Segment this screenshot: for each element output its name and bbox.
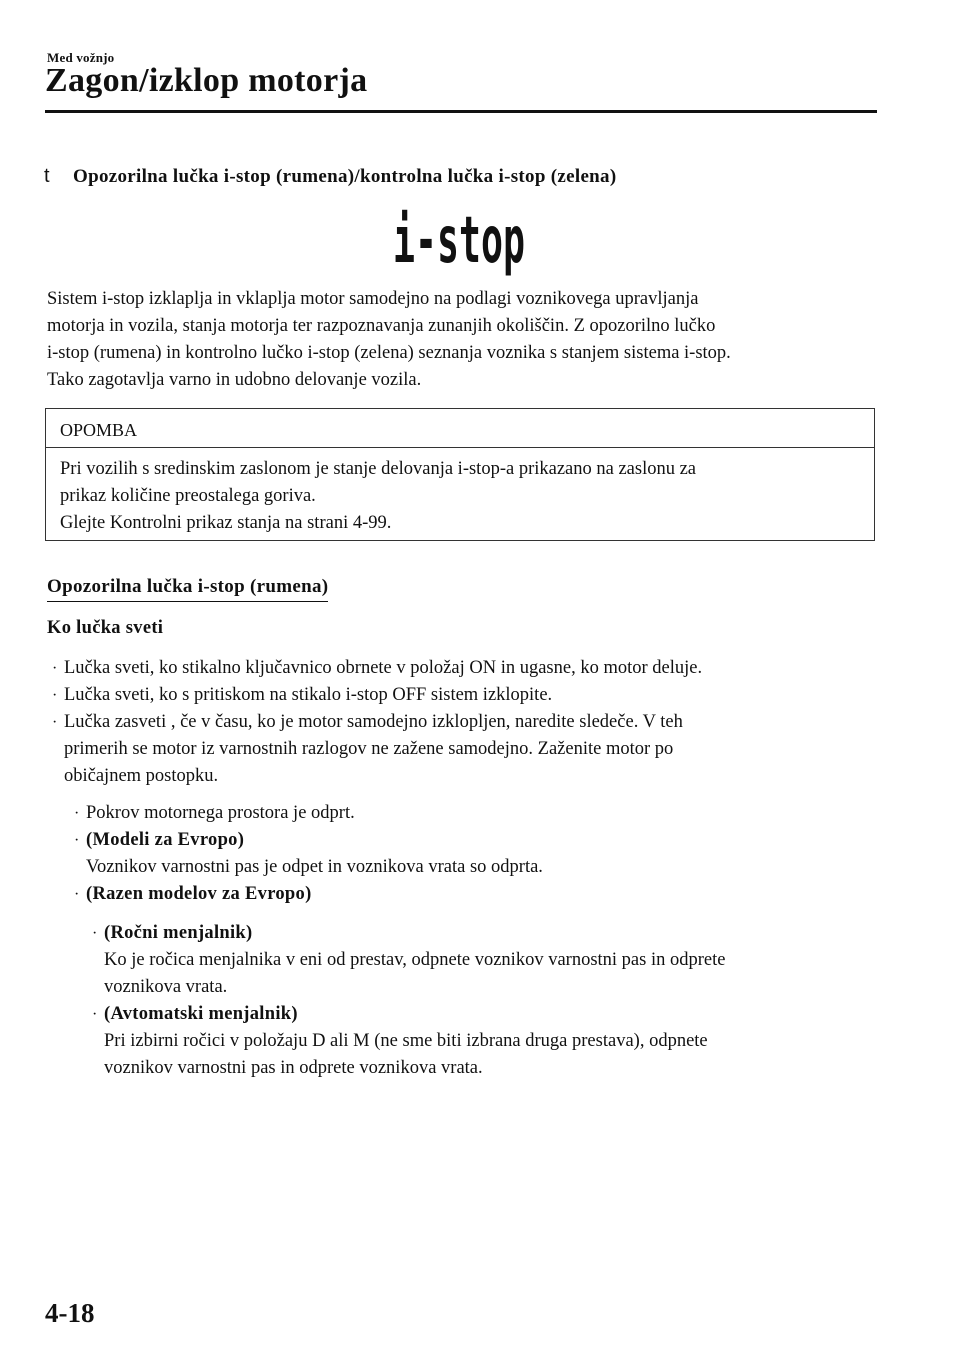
bullet-text: Lučka sveti, ko stikalno ključavnico obrnete v položaj ON in ugasne, ko motor deluje.	[64, 658, 703, 678]
bullet-dot: ·	[74, 886, 80, 903]
sub-sub-bullet-text: Pri izbirni ročici v položaju D ali M (ne sme biti izbrana druga prestava), odpnete	[104, 1031, 708, 1051]
sub-sub-bullet-text: voznikov varnostni pas in odprete voznikova vrata.	[104, 1058, 483, 1078]
heading-marker: t	[44, 165, 50, 187]
intro-line: motorja in vozila, stanja motorja ter razpoznavanja zunanjih okoliščin. Z opozorilno lučko	[47, 316, 716, 336]
sub-sub-bullet-text: voznikova vrata.	[104, 977, 228, 997]
sub-sub-bullet-title: (Ročni menjalnik)	[104, 923, 253, 943]
bullet-text: Lučka zasveti , če v času, ko je motor samodejno izklopljen, naredite sledeče. V teh	[64, 712, 683, 732]
intro-line: Sistem i-stop izklaplja in vklaplja motor samodejno na podlagi voznikovega upravljanja	[47, 289, 699, 309]
intro-paragraph	[47, 286, 882, 394]
bullet-text: običajnem postopku.	[64, 766, 219, 786]
sub-bullet-item	[74, 800, 355, 827]
intro-line: Tako zagotavlja varno in udobno delovanje vozila.	[47, 370, 422, 390]
bullet-dot: ·	[92, 1006, 98, 1023]
section-heading: Opozorilna lučka i-stop (rumena)/kontrolna lučka i-stop (zelena)	[73, 166, 617, 187]
when-lit-label: Ko lučka sveti	[47, 618, 164, 638]
istop-icon-text: i-stop	[393, 204, 525, 278]
bullet-item	[52, 655, 703, 682]
bullet-dot: ·	[52, 687, 58, 704]
sub-bullet-item	[74, 827, 543, 881]
note-body	[46, 448, 874, 537]
bullet-text: primerih se motor iz varnostnih razlogov ne zažene samodejno. Zaženite motor po	[64, 739, 674, 759]
bullet-dot: ·	[74, 805, 80, 822]
istop-indicator-icon	[393, 202, 533, 282]
bullet-dot: ·	[74, 832, 80, 849]
note-line: prikaz količine preostalega goriva.	[60, 486, 316, 506]
sub-bullet-title: (Modeli za Evropo)	[86, 830, 245, 850]
sub-bullet-text: Pokrov motornega prostora je odprt.	[86, 803, 355, 823]
sub-sub-bullet-text: Ko je ročica menjalnika v eni od prestav, odpnete voznikov varnostni pas in odprete	[104, 950, 726, 970]
bullet-dot: ·	[52, 660, 58, 677]
sub-sub-bullet-item	[92, 920, 726, 1001]
amber-light-heading: Opozorilna lučka i-stop (rumena)	[47, 576, 328, 602]
page-title: Zagon/izklop motorja	[45, 62, 368, 99]
bullet-dot: ·	[92, 925, 98, 942]
intro-line: i-stop (rumena) in kontrolno lučko i-stop (zelena) seznanja voznika s stanjem sistema i-stop.	[47, 343, 731, 363]
bullet-item	[52, 709, 683, 790]
sub-sub-bullet-item	[92, 1001, 708, 1082]
sub-bullet-title: (Razen modelov za Evropo)	[86, 884, 312, 904]
sub-bullet-text: Voznikov varnostni pas je odpet in voznikova vrata so odprta.	[86, 857, 543, 877]
sub-sub-bullet-title: (Avtomatski menjalnik)	[104, 1004, 298, 1024]
bullet-text: Lučka sveti, ko s pritiskom na stikalo i-stop OFF sistem izklopite.	[64, 685, 553, 705]
title-divider	[45, 110, 877, 113]
sub-bullet-item	[74, 881, 312, 908]
note-line: Pri vozilih s sredinskim zaslonom je stanje delovanja i-stop-a prikazano na zaslonu za	[60, 459, 697, 479]
note-box	[45, 408, 875, 541]
section-label: Med vožnjo	[47, 50, 115, 65]
note-line: Glejte Kontrolni prikaz stanja na strani 4-99.	[60, 513, 392, 533]
bullet-dot: ·	[52, 714, 58, 731]
page-number: 4-18	[45, 1298, 95, 1328]
note-heading: OPOMBA	[46, 409, 874, 448]
bullet-item	[52, 682, 553, 709]
